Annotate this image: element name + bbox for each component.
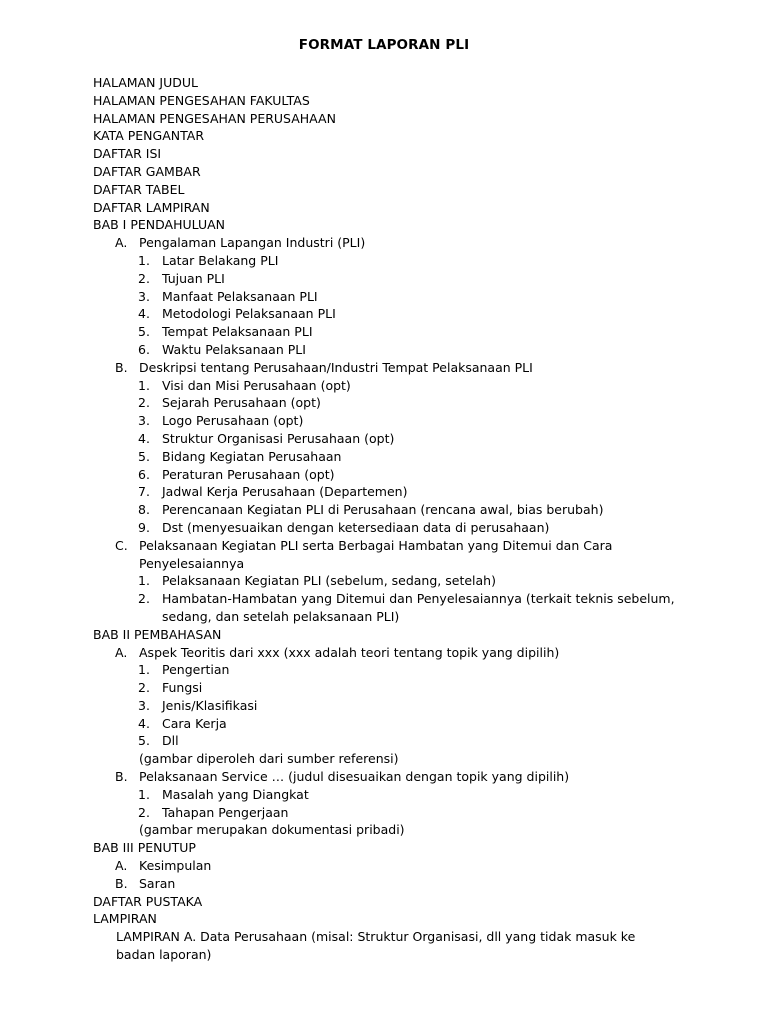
item-number: 5. <box>138 448 150 464</box>
item-text: Masalah yang Diangkat <box>162 786 309 802</box>
list-item <box>93 448 693 466</box>
item-text: Latar Belakang PLI <box>162 252 279 268</box>
item-text: Sejarah Perusahaan (opt) <box>162 395 321 411</box>
item-text: Dll <box>162 733 179 749</box>
item-number: 5. <box>138 324 150 340</box>
section-a <box>93 644 693 662</box>
section-title: Saran <box>139 875 176 891</box>
item-text: Bidang Kegiatan Perusahaan <box>162 448 342 464</box>
lampiran-item: LAMPIRAN A. Data Perusahaan (misal: Struktur Organisasi, dll yang tidak masuk ke <box>116 929 636 945</box>
section-note: (gambar merupakan dokumentasi pribadi) <box>139 822 405 838</box>
item-text: Tujuan PLI <box>162 270 225 286</box>
list-item <box>93 590 693 608</box>
item-number: 5. <box>138 733 150 749</box>
list-item <box>93 697 693 715</box>
section-title: Pengalaman Lapangan Industri (PLI) <box>139 235 366 251</box>
item-number: 2. <box>138 804 150 820</box>
item-text: Manfaat Pelaksanaan PLI <box>162 288 318 304</box>
section-c <box>93 537 693 555</box>
section-marker: B. <box>115 359 128 375</box>
list-item <box>93 466 693 484</box>
item-text: Pelaksanaan Kegiatan PLI (sebelum, sedang, setelah) <box>162 573 496 589</box>
section-item <box>93 857 693 875</box>
list-item <box>93 270 693 288</box>
item-number: 4. <box>138 306 150 322</box>
list-item <box>93 804 693 822</box>
list-item <box>93 572 693 590</box>
list-item <box>93 732 693 750</box>
item-number: 3. <box>138 697 150 713</box>
item-number: 4. <box>138 715 150 731</box>
section-title: Aspek Teoritis dari xxx (xxx adalah teori tentang topik yang dipilih) <box>139 644 560 660</box>
list-item <box>93 519 693 537</box>
item-number: 6. <box>138 341 150 357</box>
section-marker: C. <box>115 537 128 553</box>
list-item <box>93 501 693 519</box>
item-number: 1. <box>138 252 150 268</box>
item-number: 3. <box>138 413 150 429</box>
item-number: 8. <box>138 502 150 518</box>
list-item <box>93 430 693 448</box>
section-a <box>93 234 693 252</box>
front-matter-item: KATA PENGANTAR <box>93 128 205 144</box>
outline <box>93 74 693 964</box>
lampiran-heading: LAMPIRAN <box>93 911 157 927</box>
list-item <box>93 323 693 341</box>
item-text: Perencanaan Kegiatan PLI di Perusahaan (rencana awal, bias berubah) <box>162 502 604 518</box>
item-number: 7. <box>138 484 150 500</box>
chapter-heading: BAB III PENUTUP <box>93 840 196 856</box>
section-marker: A. <box>115 644 128 660</box>
item-number: 2. <box>138 591 150 607</box>
front-matter-item: HALAMAN PENGESAHAN PERUSAHAAN <box>93 110 336 126</box>
item-number: 6. <box>138 466 150 482</box>
section-marker: A. <box>115 235 128 251</box>
list-item <box>93 288 693 306</box>
item-number: 1. <box>138 573 150 589</box>
front-matter-item: DAFTAR GAMBAR <box>93 163 201 179</box>
item-text: Peraturan Perusahaan (opt) <box>162 466 335 482</box>
section-b <box>93 359 693 377</box>
document-title: FORMAT LAPORAN PLI <box>298 37 470 53</box>
list-item <box>93 661 693 679</box>
section-marker: A. <box>115 858 128 874</box>
section-title-continued: Penyelesaiannya <box>139 555 245 571</box>
item-number: 3. <box>138 288 150 304</box>
section-b <box>93 768 693 786</box>
item-text: Tahapan Pengerjaan <box>162 804 289 820</box>
list-item <box>93 341 693 359</box>
item-number: 2. <box>138 680 150 696</box>
section-item <box>93 875 693 893</box>
list-item <box>93 305 693 323</box>
list-item <box>93 394 693 412</box>
item-text: Hambatan-Hambatan yang Ditemui dan Penyelesaiannya (terkait teknis sebelum, <box>162 591 675 607</box>
item-text: Cara Kerja <box>162 715 227 731</box>
item-text: Jadwal Kerja Perusahaan (Departemen) <box>162 484 408 500</box>
list-item <box>93 377 693 395</box>
front-matter-item: DAFTAR TABEL <box>93 181 185 197</box>
lampiran-item-continued: badan laporan) <box>116 947 212 963</box>
item-text: Struktur Organisasi Perusahaan (opt) <box>162 430 395 446</box>
list-item <box>93 715 693 733</box>
item-text: Dst (menyesuaikan dengan ketersediaan data di perusahaan) <box>162 519 550 535</box>
item-text: Waktu Pelaksanaan PLI <box>162 341 306 357</box>
daftar-pustaka-heading: DAFTAR PUSTAKA <box>93 893 203 909</box>
front-matter-item: HALAMAN JUDUL <box>93 75 198 90</box>
item-number: 9. <box>138 519 150 535</box>
chapter-heading: BAB I PENDAHULUAN <box>93 217 226 233</box>
list-item <box>93 679 693 697</box>
list-item <box>93 412 693 430</box>
section-title: Pelaksanaan Service … (judul disesuaikan dengan topik yang dipilih) <box>139 769 570 785</box>
front-matter-item: DAFTAR ISI <box>93 146 162 162</box>
item-number: 1. <box>138 377 150 393</box>
item-number: 1. <box>138 786 150 802</box>
section-title: Pelaksanaan Kegiatan PLI serta Berbagai Hambatan yang Ditemui dan Cara <box>139 537 613 553</box>
section-marker: B. <box>115 769 128 785</box>
list-item <box>93 483 693 501</box>
list-item <box>93 786 693 804</box>
item-text: Logo Perusahaan (opt) <box>162 413 304 429</box>
item-number: 2. <box>138 270 150 286</box>
chapter-heading: BAB II PEMBAHASAN <box>93 626 222 642</box>
section-title: Deskripsi tentang Perusahaan/Industri Tempat Pelaksanaan PLI <box>139 359 533 375</box>
section-note: (gambar diperoleh dari sumber referensi) <box>139 751 399 767</box>
item-text: Fungsi <box>162 680 203 696</box>
list-item <box>93 252 693 270</box>
item-text: Visi dan Misi Perusahaan (opt) <box>162 377 351 393</box>
front-matter-item: DAFTAR LAMPIRAN <box>93 199 210 215</box>
section-title: Kesimpulan <box>139 858 212 874</box>
section-marker: B. <box>115 875 128 891</box>
item-text-continued: sedang, dan setelah pelaksanaan PLI) <box>162 608 400 624</box>
item-text: Pengertian <box>162 662 230 678</box>
item-text: Tempat Pelaksanaan PLI <box>162 324 313 340</box>
item-number: 1. <box>138 662 150 678</box>
item-number: 4. <box>138 430 150 446</box>
front-matter-item: HALAMAN PENGESAHAN FAKULTAS <box>93 92 310 108</box>
item-text: Metodologi Pelaksanaan PLI <box>162 306 336 322</box>
item-text: Jenis/Klasifikasi <box>162 697 258 713</box>
item-number: 2. <box>138 395 150 411</box>
